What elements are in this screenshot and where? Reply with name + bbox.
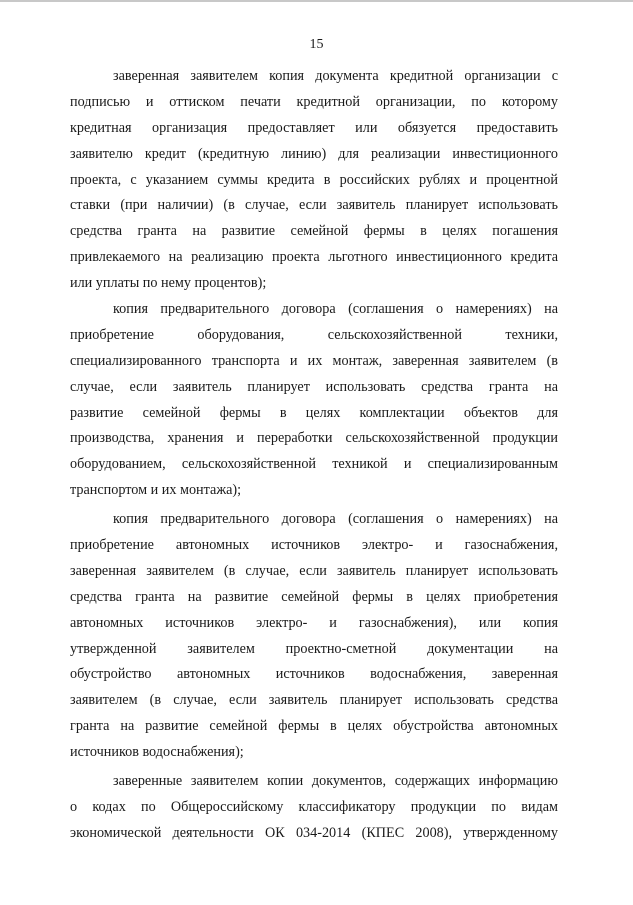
text-line: средства гранта на развитие семейной фермы в целях приобретения (70, 588, 558, 605)
paragraph-energy-sources (70, 507, 558, 766)
text-line: заявителю кредит (кредитную линию) для реализации инвестиционного (70, 145, 558, 162)
text-line: специализированного транспорта и их монтаж, заверенная заявителем (в (70, 352, 558, 369)
text-line: заявителем (в случае, если заявитель планирует использовать средства (70, 692, 558, 709)
text-line: гранта на развитие семейной фермы в целях обустройства автономных (70, 718, 558, 735)
text-line: проекта, с указанием суммы кредита в российских рублях и процентной (70, 171, 558, 188)
page-number: 15 (309, 37, 324, 52)
text-line: подписью и оттиском печати кредитной организации, по которому (70, 93, 558, 110)
text-line: транспортом и их монтажа); (70, 482, 242, 499)
text-line: экономической деятельности ОК 034-2014 (КПЕС 2008), утвержденному (70, 824, 558, 841)
text-line: приобретение автономных источников электро- и газоснабжения, (70, 537, 558, 554)
page-top-edge (0, 0, 633, 2)
text-line: приобретение оборудования, сельскохозяйственной техники, (70, 326, 558, 343)
text-line: кредитная организация предоставляет или обязуется предоставить (70, 119, 558, 136)
text-line: копия предварительного договора (соглашения о намерениях) на (113, 511, 558, 528)
text-line: ставки (при наличии) (в случае, если заявитель планирует использовать (70, 197, 558, 214)
text-line: заверенная заявителем (в случае, если заявитель планирует использовать (70, 562, 558, 579)
paragraph-credit-document (70, 64, 558, 297)
paragraph-equipment-contract (70, 297, 558, 504)
text-line: заверенные заявителем копии документов, содержащих информацию (113, 773, 558, 790)
document-body (70, 64, 558, 847)
text-line: источников водоснабжения); (70, 744, 244, 761)
text-line: автономных источников электро- и газоснабжения), или копия (70, 614, 558, 631)
text-line: оборудованием, сельскохозяйственной техникой и специализированным (70, 456, 558, 473)
text-line: о кодах по Общероссийскому классификатору продукции по видам (70, 798, 558, 815)
text-line: обустройство автономных источников водоснабжения, заверенная (70, 666, 558, 683)
text-line: производства, хранения и переработки сельскохозяйственной продукции (70, 430, 558, 447)
text-line: привлекаемого на реализацию проекта льготного инвестиционного кредита (70, 249, 558, 266)
paragraph-classifier-codes (70, 769, 558, 847)
text-line: случае, если заявитель планирует использовать средства гранта на (70, 378, 558, 395)
text-line: утвержденной заявителем проектно-сметной документации на (70, 640, 558, 657)
text-line: развитие семейной фермы в целях комплектации объектов для (70, 404, 558, 421)
text-line: или уплаты по нему процентов); (70, 275, 267, 292)
text-line: средства гранта на развитие семейной фермы в целях погашения (70, 223, 558, 240)
text-line: копия предварительного договора (соглашения о намерениях) на (113, 301, 558, 318)
text-line: заверенная заявителем копия документа кредитной организации с (113, 68, 558, 84)
